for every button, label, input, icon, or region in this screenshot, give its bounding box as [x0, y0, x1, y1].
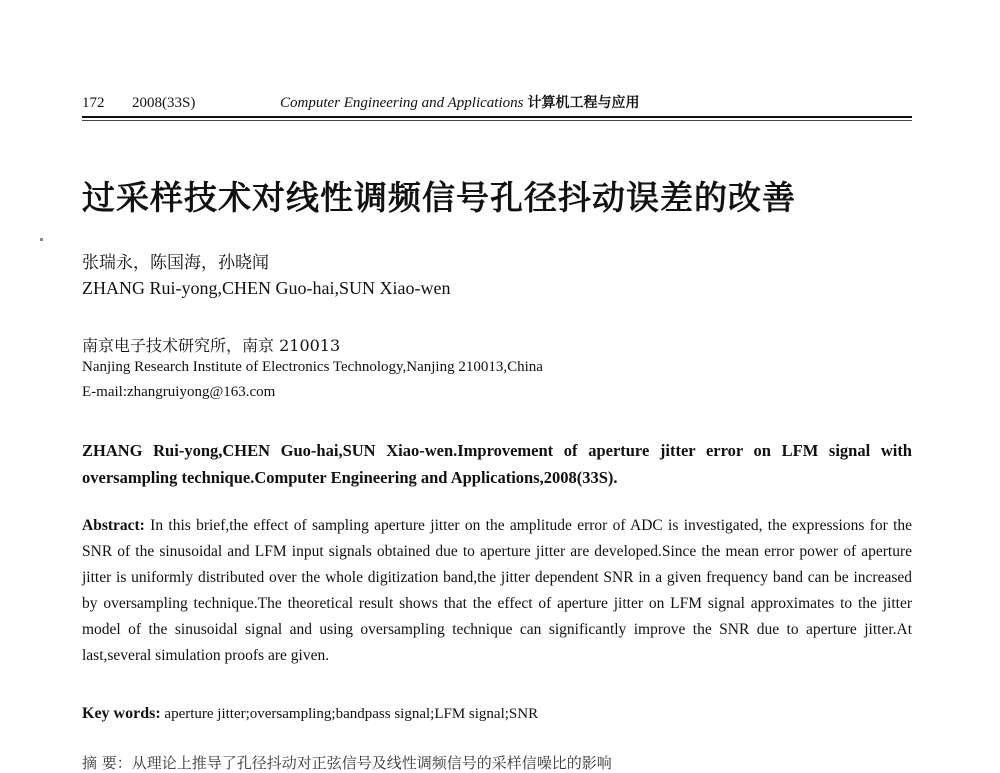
- citation-block: ZHANG Rui-yong,CHEN Guo-hai,SUN Xiao-wen.Improvement of aperture jitter error on LFM signal with oversampling technique.Computer Engineering and Applications,2008(33S).: [82, 441, 912, 487]
- running-header: [82, 92, 912, 112]
- abstract-label: Abstract:: [82, 517, 145, 534]
- author-email: E-mail:zhangruiyong@163.com: [82, 384, 276, 400]
- authors-en: ZHANG Rui-yong,CHEN Guo-hai,SUN Xiao-wen: [82, 278, 451, 298]
- header-rule-thin: [82, 120, 912, 121]
- keywords-text: aperture jitter;oversampling;bandpass signal;LFM signal;SNR: [164, 706, 539, 722]
- page-number: 172: [82, 95, 105, 111]
- header-rule-thick: [82, 116, 912, 118]
- authors-cn: 张瑞永，陈国海，孙晓闻: [82, 253, 269, 273]
- affiliation-cn: 南京电子技术研究所，南京 210013: [82, 336, 341, 355]
- journal-name-cn: 计算机工程与应用: [527, 95, 640, 111]
- journal-name-en: Computer Engineering and Applications: [280, 95, 524, 111]
- abstract-text: In this brief,the effect of sampling aperture jitter on the amplitude error of ADC is investigated, the expressions for the SNR of the sinusoidal and LFM input signals obtained due to aperture jitter are developed.Since the mean error power of aperture jitter is uniformly distributed over the whole digitization band,the jitter dependent SNR in a given frequency band can be increased by oversampling technique.The theoretical result shows that the effect of aperture jitter on LFM signal approximates to the jitter model of the sinusoidal signal and using oversampling technique can significantly improve the SNR due to aperture jitter.At last,several simulation proofs are given.: [82, 517, 913, 664]
- keywords-line: [82, 705, 538, 723]
- cut-off-text-line: 摘 要：从理论上推导了孔径抖动对正弦信号及线性调频信号的采样信噪比的影响: [82, 754, 612, 772]
- scan-speck: [40, 238, 43, 241]
- keywords-label: Key words:: [82, 705, 161, 722]
- paper-title: 过采样技术对线性调频信号孔径抖动误差的改善: [82, 178, 796, 217]
- issue-number: 2008(33S): [132, 95, 196, 111]
- affiliation-en: Nanjing Research Institute of Electronics Technology,Nanjing 210013,China: [82, 359, 543, 375]
- abstract-block: [82, 513, 912, 669]
